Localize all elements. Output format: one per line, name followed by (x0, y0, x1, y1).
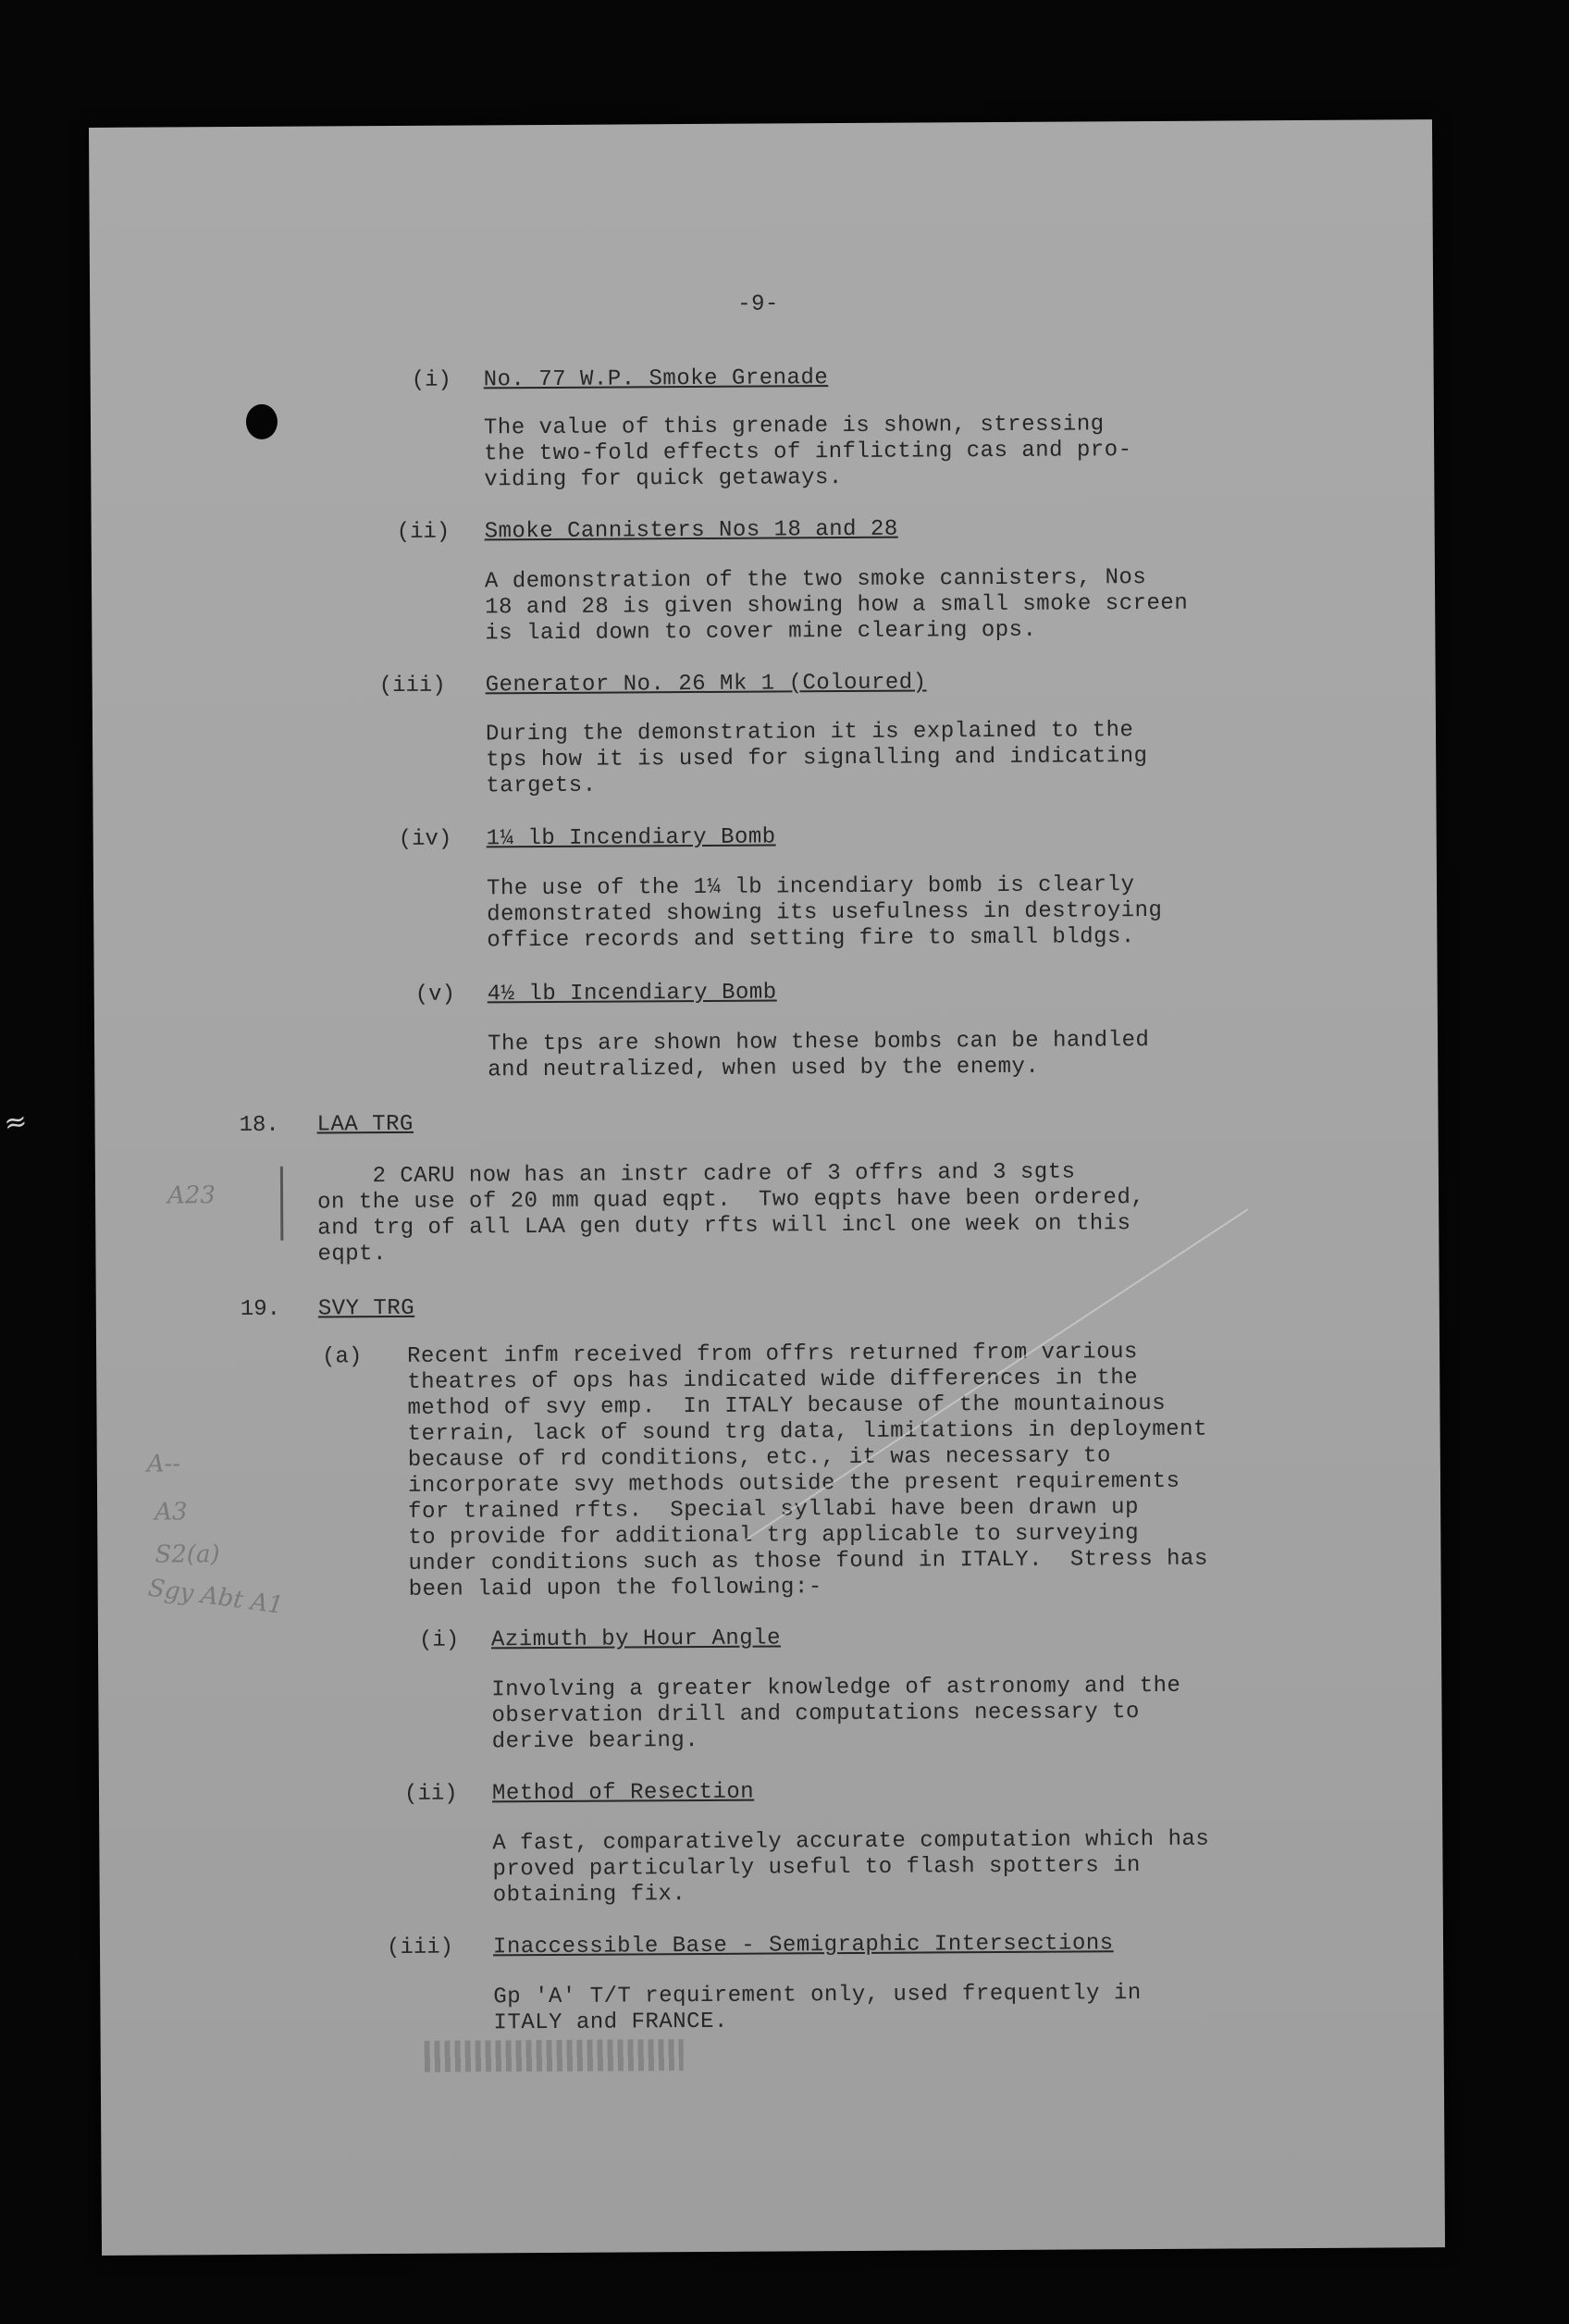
item-body-line: derive bearing. (491, 1728, 699, 1755)
item-index: (i) (418, 1627, 460, 1653)
item-body-line: tps how it is used for signalling and indicating (486, 744, 1148, 773)
item-body-line: and neutralized, when used by the enemy. (488, 1054, 1040, 1083)
item-body-line: is laid down to cover mine clearing ops. (485, 617, 1037, 647)
punch-hole (246, 404, 278, 439)
document-page (89, 119, 1445, 2256)
item-heading: 4½ lb Incendiary Bomb (487, 980, 777, 1007)
sub-index: (a) (322, 1344, 363, 1370)
item-body-line: office records and setting fire to small bldgs. (487, 924, 1135, 954)
faint-stamp (425, 2039, 684, 2072)
sub-body-line: method of svy emp. In ITALY because of the mountainous (407, 1391, 1167, 1421)
item-body-line: proved particularly useful to flash spotters in (492, 1853, 1142, 1883)
item-body-line: A fast, comparatively accurate computation which has (492, 1826, 1210, 1857)
page-number: -9- (737, 291, 779, 317)
sub-body-line: incorporate svy methods outside the present requirements (407, 1468, 1180, 1499)
margin-note: A3 (154, 1498, 188, 1527)
item-body-line: During the demonstration it is explained to the (485, 718, 1134, 748)
item-heading: Azimuth by Hour Angle (490, 1626, 782, 1653)
item-index: (v) (414, 982, 456, 1007)
sub-body-line: theatres of ops has indicated wide differences in the (407, 1366, 1139, 1395)
item-body-line: observation drill and computations necessary to (491, 1700, 1140, 1729)
item-body-line: viding for quick getaways. (484, 465, 843, 493)
item-body-line: targets. (486, 773, 597, 799)
item-heading: Method of Resection (491, 1779, 755, 1807)
item-body-line: A demonstration of the two smoke cannisters, Nos (484, 565, 1147, 595)
sub-body-line: to provide for additional trg applicable to surveying (408, 1521, 1140, 1551)
item-body-line: The use of the 1¼ lb incendiary bomb is clearly (486, 872, 1135, 902)
section-number: 18. (239, 1112, 279, 1139)
item-body-line: The value of this grenade is shown, stressing (483, 412, 1105, 441)
section-heading: SVY TRG (317, 1295, 415, 1322)
section-body-line: on the use of 20 mm quad eqpt. Two eqpts have been ordered, (317, 1185, 1145, 1216)
item-heading: 1¼ lb Incendiary Bomb (486, 824, 776, 852)
item-body-line: demonstrated showing its usefulness in destroying (487, 897, 1163, 928)
section-number: 19. (240, 1296, 281, 1323)
section-heading: LAA TRG (316, 1111, 414, 1138)
item-index: (iv) (398, 826, 452, 852)
item-heading: No. 77 W.P. Smoke Grenade (483, 365, 829, 393)
item-index: (iii) (386, 1935, 454, 1961)
item-body-line: ITALY and FRANCE. (493, 2009, 728, 2036)
left-edge-scribble: ≈ (1, 1104, 31, 1141)
item-body-line: obtaining fix. (492, 1882, 686, 1909)
sub-body-line: because of rd conditions, etc., it was necessary to (407, 1443, 1111, 1473)
section-17-item-1 (89, 119, 1432, 493)
item-body-line: 18 and 28 is given showing how a small smoke screen (485, 590, 1189, 621)
sub-body-line: for trained rfts. Special syllabi have been drawn up (408, 1495, 1140, 1525)
sub-body-line: terrain, lack of sound trg data, limitations in deployment (407, 1416, 1208, 1447)
section-body-line: and trg of all LAA gen duty rfts will incl one week on this (317, 1211, 1131, 1242)
section-body-line: 2 CARU now has an instr cadre of 3 offrs and 3 sgts (316, 1159, 1076, 1190)
margin-note: A23 (167, 1181, 216, 1210)
item-body-line: Involving a greater knowledge of astronomy and the (491, 1673, 1181, 1703)
item-body-line: Gp 'A' T/T requirement only, used frequently in (493, 1981, 1142, 2010)
sub-body-line: under conditions such as those found in ITALY. Stress has (408, 1546, 1208, 1576)
item-index: (i) (411, 367, 451, 393)
margin-note: A-- (146, 1450, 181, 1478)
margin-note: S2(a) (154, 1540, 220, 1569)
margin-note: Sgy Abt A1 (146, 1574, 285, 1620)
item-body-line: the two-fold effects of inflicting cas and pro- (484, 438, 1132, 467)
item-body-line: The tps are shown how these bombs can be handled (487, 1028, 1150, 1057)
item-index: (ii) (403, 1781, 458, 1807)
sub-body-line: Recent infm received from offrs returned from various (407, 1340, 1139, 1369)
item-heading: Generator No. 26 Mk 1 (Coloured) (485, 670, 927, 698)
item-heading: Smoke Cannisters Nos 18 and 28 (484, 516, 898, 545)
item-heading: Inaccessible Base - Semigraphic Intersections (492, 1931, 1114, 1960)
item-index: (iii) (378, 673, 446, 699)
item-index: (ii) (396, 519, 451, 545)
sub-body-line: been laid upon the following:- (408, 1575, 822, 1602)
margin-bar (280, 1167, 283, 1241)
section-body-line: eqpt. (317, 1242, 388, 1267)
